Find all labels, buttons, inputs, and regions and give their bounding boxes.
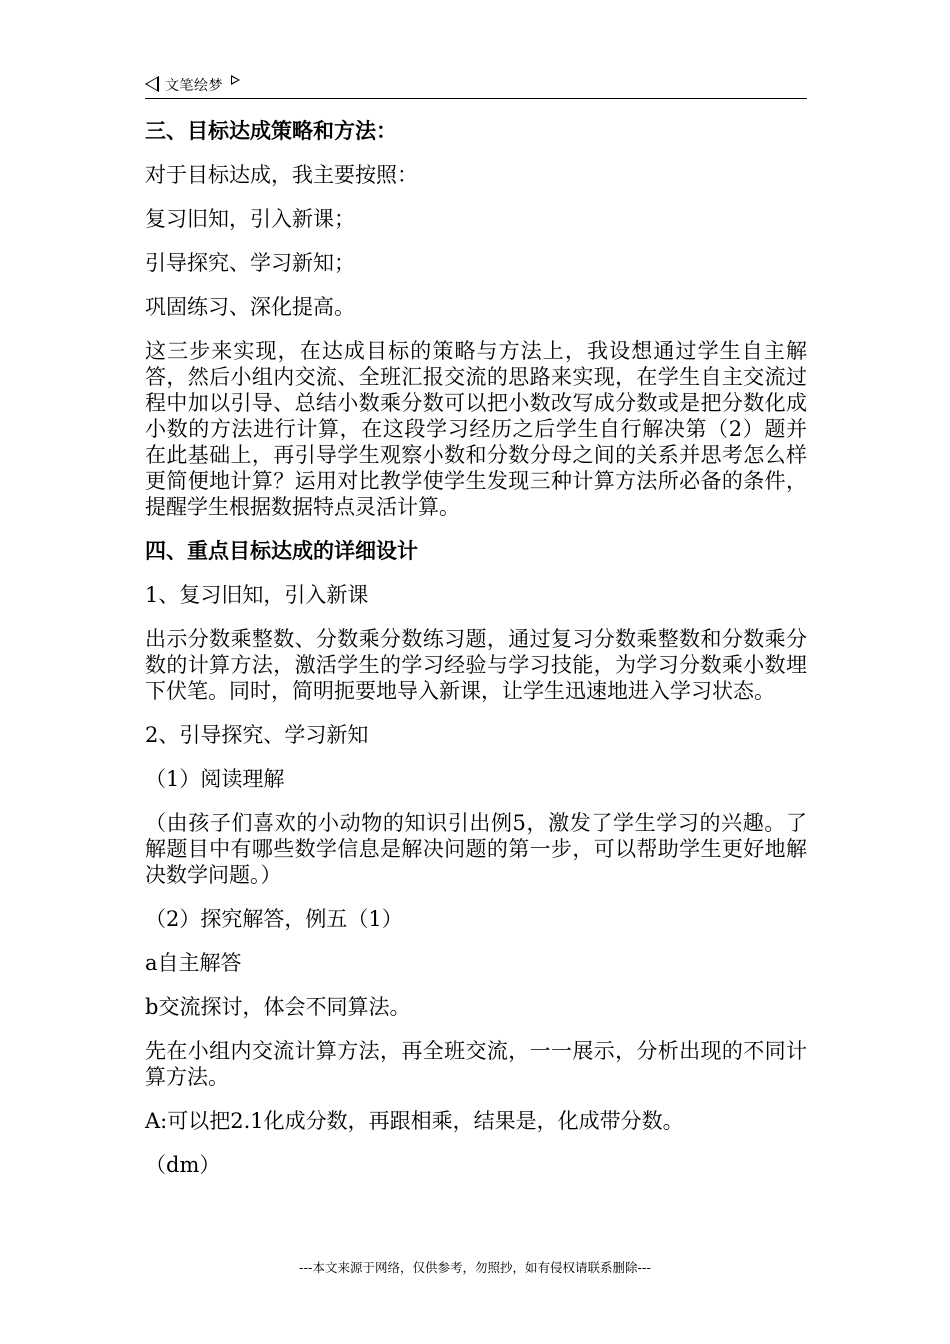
paragraph: （2）探究解答，例五（1） (145, 907, 403, 931)
document-body (145, 118, 807, 1196)
paragraph: 2、引导探究、学习新知 (145, 723, 369, 747)
page-header (145, 72, 807, 99)
section-heading: 四、重点目标达成的详细设计 (145, 539, 418, 563)
brand-label: 文笔绘梦 (165, 78, 223, 94)
page-footer: ---本文来源于网络，仅供参考，勿照抄，如有侵权请联系删除--- (298, 1260, 652, 1275)
paragraph: （dm） (145, 1153, 221, 1177)
paragraph: 巩固练习、深化提高。 (145, 295, 355, 319)
right-triangle-icon (231, 75, 240, 85)
paragraph: 对于目标达成，我主要按照： (145, 163, 418, 187)
paragraph: 引导探究、学习新知； (145, 251, 355, 275)
paragraph: （由孩子们喜欢的小动物的知识引出例5，激发了学生学习的兴趣。了解题目中有哪些数学信息是解决问题的第一步，可以帮助学生更好地解决数学问题。） (145, 811, 807, 887)
paragraph: 先在小组内交流计算方法，再全班交流，一一展示，分析出现的不同计算方法。 (145, 1039, 807, 1089)
paragraph: A:可以把2.1化成分数，再跟相乘，结果是，化成带分数。 (145, 1109, 684, 1133)
paragraph: 1、复习旧知，引入新课 (145, 583, 369, 607)
paragraph: a自主解答 (145, 951, 242, 975)
paragraph: 这三步来实现，在达成目标的策略与方法上，我设想通过学生自主解答，然后小组内交流、全班汇报交流的思路来实现，在学生自主交流过程中加以引导、总结小数乘分数可以把小数改写成分数或是把分数化成小数的方法进行计算，在这段学习经历之后学生自行解决第（2）题并在此基础上，再引导学生观察小数和分数分母之间的关系并思考怎么样更简便地计算？运用对比教学使学生发现三种计算方法所必备的条件，提醒学生根据数据特点灵活计算。 (145, 339, 807, 519)
paragraph: b交流探讨，体会不同算法。 (145, 995, 411, 1019)
paragraph: （1）阅读理解 (145, 767, 285, 791)
paragraph: 出示分数乘整数、分数乘分数练习题，通过复习分数乘整数和分数乘分数的计算方法，激活学生的学习经验与学习技能，为学习分数乘小数埋下伏笔。同时，简明扼要地导入新课，让学生迅速地进入学习状态。 (145, 627, 807, 703)
left-triangle-icon (145, 76, 159, 92)
section-heading: 三、目标达成策略和方法： (145, 119, 397, 143)
paragraph: 复习旧知，引入新课； (145, 207, 355, 231)
